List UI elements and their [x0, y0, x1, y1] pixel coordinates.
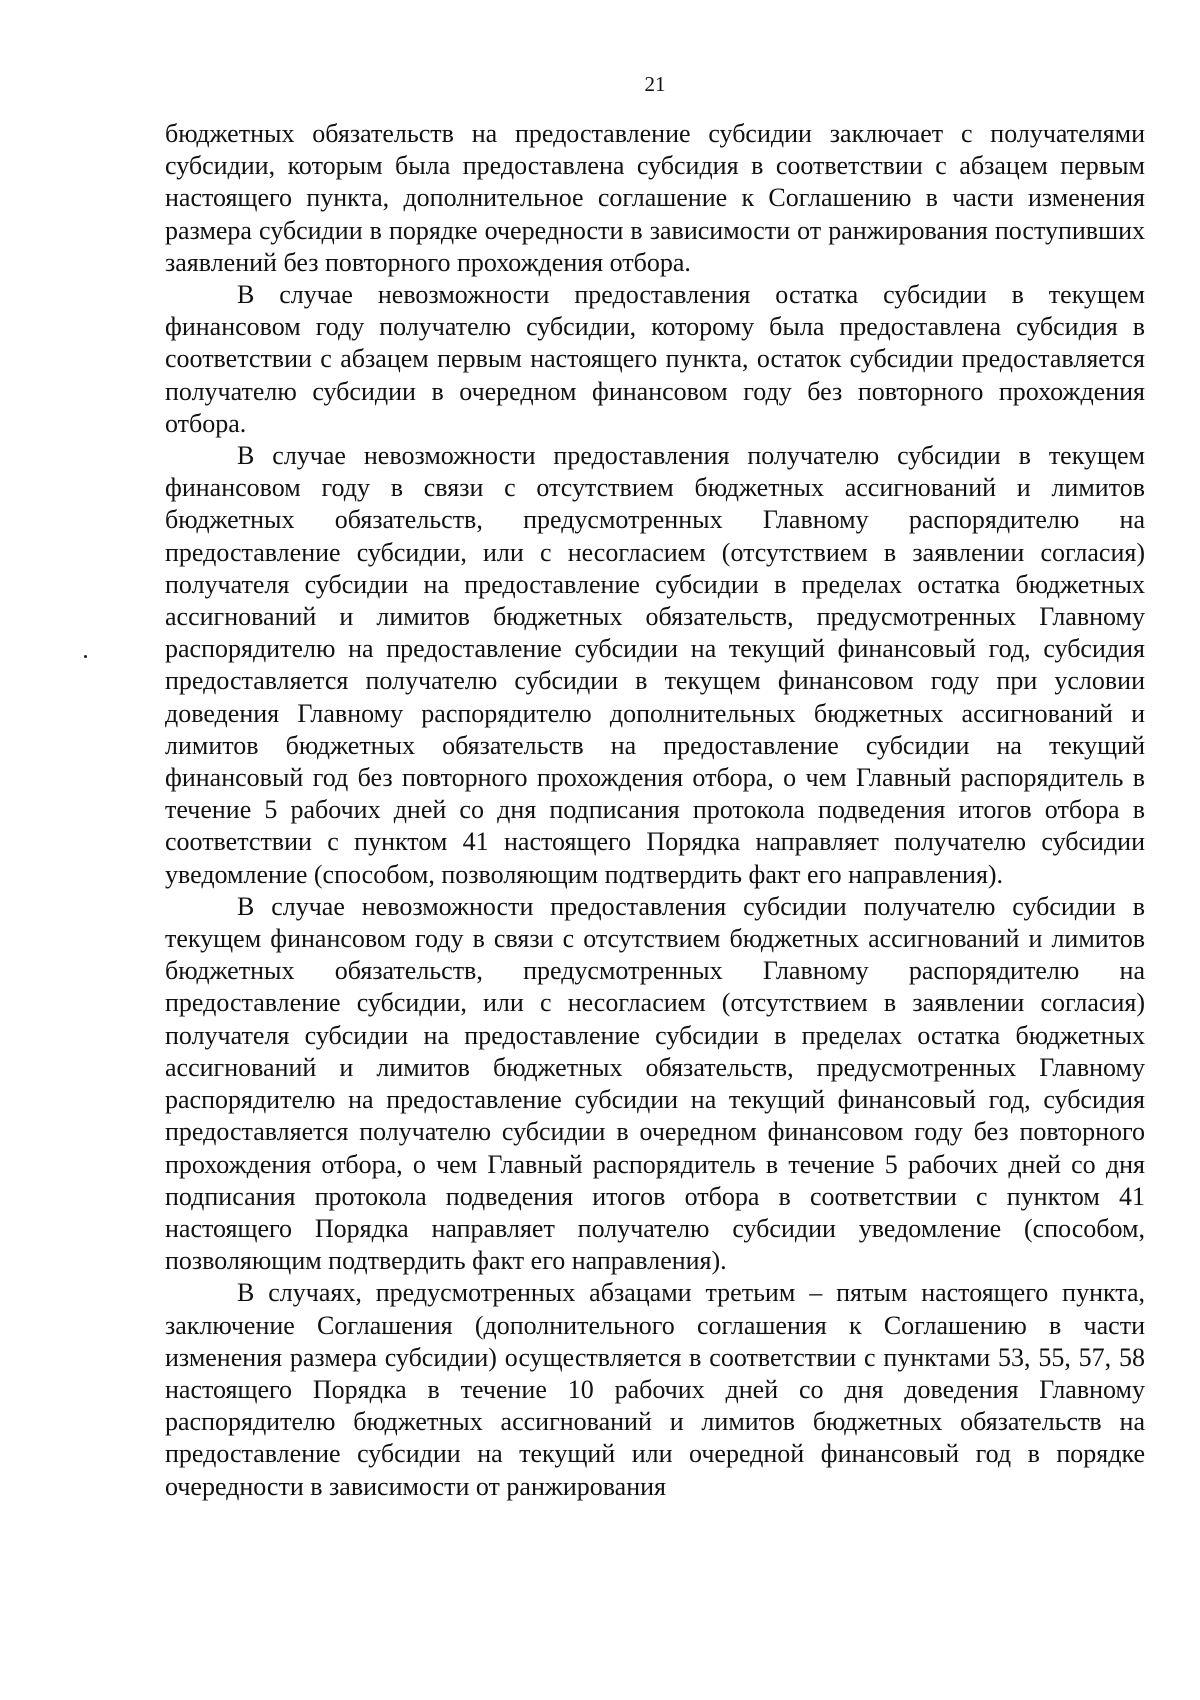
paragraph-next-year-subsidy: В случае невозможности предоставления субсидии получателю субсидии в текущем финансовом году в связи с отсутствием бюджетных ассигнований и лимитов бюджетных обязательств, предусмотренных Главному распорядителю на предоставление субсидии, или с несогласием (отсутствием в заявлении согласия) получателя субсидии на предоставление субсидии в пределах остатка бюджетных ассигнований и лимитов бюджетных обязательств, предусмотренных Главному распорядителю на предоставление субсидии на текущий финансовый год, субсидия предоставляется получателю субсидии в очередном финансовом году без повторного прохождения отбора, о чем Главный распорядитель в течение 5 рабочих дней со дня подписания протокола подведения итогов отбора в соответствии с пунктом 41 настоящего Порядка направляет получателю субсидии уведомление (способом, позволяющим подтвердить факт его направления). [165, 891, 1145, 1276]
document-body [165, 118, 1145, 1503]
page-number: 21 [644, 72, 666, 96]
scan-dot-mark [84, 655, 87, 658]
paragraph-agreement-conclusion: В случаях, предусмотренных абзацами третьим – пятым настоящего пункта, заключение Соглашения (дополнительного соглашения к Соглашению в части изменения размера субсидии) осуществляется в соответствии с пунктами 53, 55, 57, 58 настоящего Порядка в течение 10 рабочих дней со дня доведения Главному распорядителю бюджетных ассигнований и лимитов бюджетных обязательств на предоставление субсидии на текущий или очередной финансовый год в порядке очередности в зависимости от ранжирования [165, 1278, 1145, 1501]
paragraph-remaining-subsidy: В случае невозможности предоставления остатка субсидии в текущем финансовом году получателю субсидии, которому была предоставлена субсидия в соответствии с абзацем первым настоящего пункта, остаток субсидии предоставляется получателю субсидии в очередном финансовом году без повторного прохождения отбора. [165, 280, 1145, 438]
paragraph-current-year-subsidy: В случае невозможности предоставления получателю субсидии в текущем финансовом году в связи с отсутствием бюджетных ассигнований и лимитов бюджетных обязательств, предусмотренных Главному распорядителю на предоставление субсидии, или с несогласием (отсутствием в заявлении согласия) получателя субсидии на предоставление субсидии в пределах остатка бюджетных ассигнований и лимитов бюджетных обязательств, предусмотренных Главному распорядителю на предоставление субсидии на текущий финансовый год, субсидия предоставляется получателю субсидии в текущем финансовом году при условии доведения Главному распорядителю дополнительных бюджетных ассигнований и лимитов бюджетных обязательств на предоставление субсидии на текущий финансовый год без повторного прохождения отбора, о чем Главный распорядитель в течение 5 рабочих дней со дня подписания протокола подведения итогов отбора в соответствии с пунктом 41 настоящего Порядка направляет получателю субсидии уведомление (способом, позволяющим подтвердить факт его направления). [165, 441, 1145, 889]
paragraph-continuation: бюджетных обязательств на предоставление субсидии заключает с получателями субсидии, которым была предоставлена субсидия в соответствии с абзацем первым настоящего пункта, дополнительное соглашение к Соглашению в части изменения размера субсидии в порядке очередности в зависимости от ранжирования поступивших заявлений без повторного прохождения отбора. [165, 119, 1145, 277]
